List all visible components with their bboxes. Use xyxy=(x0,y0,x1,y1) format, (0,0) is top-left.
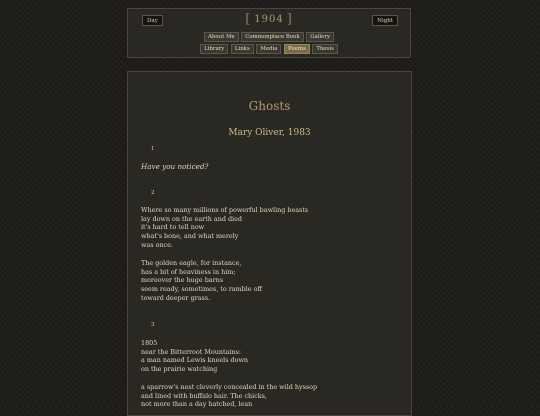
poem-line: not more than a day hatched, lean xyxy=(141,400,253,409)
site-header xyxy=(127,8,411,58)
poem-panel xyxy=(127,71,412,416)
stanza xyxy=(141,206,308,250)
poem-author: Mary Oliver, 1983 xyxy=(228,128,311,138)
nav-row-secondary xyxy=(128,44,410,54)
stanza xyxy=(141,383,317,409)
nav-row-primary xyxy=(128,32,410,42)
poem-line: on the prairie watching xyxy=(141,365,218,374)
poem-line: a sparrow's nest cleverly concealed in the wild hyssop xyxy=(141,383,318,391)
poem-line: has a bit of heaviness in him; xyxy=(141,267,236,276)
poem-line: near the Bitterroot Mountains: xyxy=(141,347,241,356)
title-bracket-left: [ xyxy=(245,12,252,27)
poem-line: and lined with buffalo hair. The chicks, xyxy=(141,391,267,400)
nav-gallery[interactable]: Gallery xyxy=(306,32,334,42)
poem-line: The golden eagle, for instance, xyxy=(141,259,242,267)
poem-line: 1805 xyxy=(141,339,158,347)
poem-line: it's hard to tell now xyxy=(141,223,205,232)
stanza xyxy=(141,259,262,303)
section-italic-line: Have you noticed? xyxy=(141,162,209,171)
day-mode-button[interactable]: Day xyxy=(142,15,163,26)
nav-about-me[interactable]: About Me xyxy=(204,32,239,42)
poem-line: seem ready, sometimes, to ramble off xyxy=(141,285,262,294)
nav-thesis[interactable]: Thesis xyxy=(312,44,338,54)
nav-poems[interactable]: Poems xyxy=(284,44,310,54)
poem-line: was once. xyxy=(141,240,173,249)
section-number: 1 xyxy=(151,146,155,152)
site-title-text: 1904 xyxy=(254,14,284,25)
poem-line: what's bone, and what merely xyxy=(141,232,239,241)
section-number: 2 xyxy=(151,190,155,196)
nav-links[interactable]: Links xyxy=(231,44,254,54)
nav-media[interactable]: Media xyxy=(256,44,281,54)
title-bracket-right: ] xyxy=(286,12,293,27)
site-title[interactable] xyxy=(128,12,410,27)
poem-line: a man named Lewis kneels down xyxy=(141,356,249,365)
section-number: 3 xyxy=(151,322,155,328)
nav-library[interactable]: Library xyxy=(200,44,228,54)
poem-line: toward deeper grass. xyxy=(141,293,211,302)
poem-line: Where so many millions of powerful bawling beasts xyxy=(141,206,309,214)
poem-title: Ghosts xyxy=(248,99,291,113)
stanza xyxy=(141,339,248,374)
nav-commonplace-book[interactable]: Commonplace Book xyxy=(241,32,303,42)
night-mode-button[interactable]: Night xyxy=(372,15,398,26)
poem-line: moreover the huge barns xyxy=(141,276,224,285)
poem-line: lay down on the earth and died xyxy=(141,214,242,223)
